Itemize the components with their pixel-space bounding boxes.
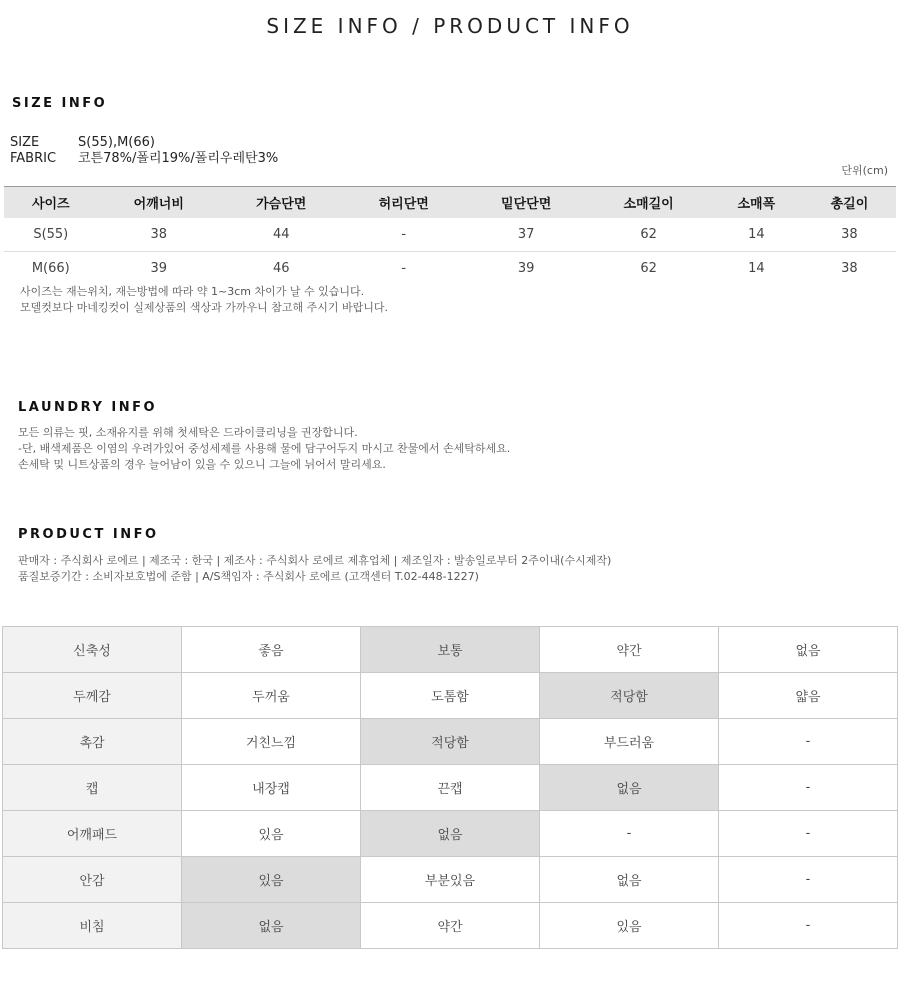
header-cell: 소매폭 (710, 187, 803, 219)
table-cell: 38 (803, 218, 896, 252)
laundry-info-heading: LAUNDRY INFO (18, 400, 158, 415)
page-title: SIZE INFO / PRODUCT INFO (266, 14, 634, 38)
attribute-option: 두꺼움 (182, 673, 361, 719)
header-cell: 허리단면 (342, 187, 464, 219)
attribute-row (3, 857, 898, 903)
attribute-label: 비침 (3, 903, 182, 949)
attribute-row (3, 765, 898, 811)
header-cell: 총길이 (803, 187, 896, 219)
attribute-option: 있음 (182, 811, 361, 857)
table-cell: M(66) (31, 261, 70, 276)
attribute-option: - (719, 719, 898, 765)
attribute-option: 보통 (361, 627, 540, 673)
table-cell: 62 (587, 218, 709, 252)
table-cell: 39 (517, 261, 535, 276)
note-line: 사이즈는 재는위치, 재는방법에 따라 약 1~3cm 차이가 날 수 있습니다. (20, 285, 365, 298)
attribute-option: - (540, 811, 719, 857)
attribute-label: 캡 (3, 765, 182, 811)
size-table (4, 186, 896, 285)
attribute-option: 있음 (182, 857, 361, 903)
attribute-option: - (719, 811, 898, 857)
table-cell: 14 (748, 261, 765, 276)
attribute-option: 얇음 (719, 673, 898, 719)
table-cell: 37 (465, 218, 587, 252)
attribute-option: 없음 (361, 811, 540, 857)
attribute-row (3, 903, 898, 949)
attribute-option: 적당함 (540, 673, 719, 719)
size-value: S(55),M(66) (78, 135, 155, 150)
table-row (4, 218, 896, 252)
attribute-option: 없음 (540, 765, 719, 811)
size-notes (20, 284, 388, 316)
table-cell: S(55) (4, 218, 98, 252)
note-line: 품질보증기간 : 소비자보호법에 준함 | A/S책임자 : 주식회사 로에르 (고객센터 T.02-448-1227) (18, 570, 479, 583)
header-cell: 밑단단면 (465, 187, 587, 219)
attribute-label: 두께감 (3, 673, 182, 719)
table-cell: - (342, 218, 464, 252)
table-row (4, 252, 896, 286)
fabric-value: 코튼78%/폴리19%/폴리우레탄3% (78, 151, 279, 166)
table-cell: 38 (98, 218, 220, 252)
laundry-notes (18, 425, 510, 473)
attribute-option: 없음 (540, 857, 719, 903)
attribute-option: 부분있음 (361, 857, 540, 903)
note-line: 손세탁 및 니트상품의 경우 늘어남이 있을 수 있으니 그늘에 뉘어서 말리세요. (18, 458, 386, 471)
attribute-option: - (719, 765, 898, 811)
table-cell: 62 (640, 261, 657, 276)
attribute-row (3, 673, 898, 719)
table-cell: 44 (220, 218, 342, 252)
attribute-option: - (719, 903, 898, 949)
attribute-option: 부드러움 (540, 719, 719, 765)
table-cell: 38 (841, 261, 858, 276)
attribute-option: 있음 (540, 903, 719, 949)
attribute-label: 안감 (3, 857, 182, 903)
note-line: 판매자 : 주식회사 로에르 | 제조국 : 한국 | 제조사 : 주식회사 로에르 제휴업체 | 제조일자 : 발송일로부터 2주이내(수시제작) (18, 554, 612, 567)
attribute-option: 도톰함 (361, 673, 540, 719)
table-cell: - (401, 261, 407, 276)
attribute-option: 끈캡 (361, 765, 540, 811)
attribute-option: 내장캡 (182, 765, 361, 811)
table-cell: 39 (150, 261, 168, 276)
attribute-option: 거친느낌 (182, 719, 361, 765)
unit-label: 단위(cm) (841, 164, 888, 177)
attribute-label: 신축성 (3, 627, 182, 673)
note-line: -단, 배색제품은 이염의 우려가있어 중성세제를 사용해 물에 담구어두지 마시고 찬물에서 손세탁하세요. (18, 442, 511, 455)
size-table-header (4, 187, 896, 219)
table-cell: 46 (272, 261, 290, 276)
product-info-heading: PRODUCT INFO (18, 527, 159, 542)
note-line: 모든 의류는 핏, 소재유지를 위해 첫세탁은 드라이클리닝을 권장합니다. (18, 426, 358, 439)
attribute-table (2, 626, 898, 949)
attribute-option: 약간 (361, 903, 540, 949)
attribute-option: 없음 (182, 903, 361, 949)
attribute-row (3, 811, 898, 857)
product-notes (18, 553, 611, 585)
attribute-row (3, 719, 898, 765)
attribute-row (3, 627, 898, 673)
attribute-label: 어깨패드 (3, 811, 182, 857)
attribute-option: 없음 (719, 627, 898, 673)
header-cell: 가슴단면 (220, 187, 342, 219)
attribute-option: 약간 (540, 627, 719, 673)
attribute-option: 좋음 (182, 627, 361, 673)
header-cell: 사이즈 (4, 187, 98, 219)
fabric-label: FABRIC (10, 151, 57, 166)
table-cell: 14 (710, 218, 803, 252)
header-cell: 소매길이 (587, 187, 709, 219)
note-line: 모델컷보다 마네킹컷이 실제상품의 색상과 가까우니 참고해 주시기 바랍니다. (20, 301, 389, 314)
attribute-option: - (719, 857, 898, 903)
attribute-option: 적당함 (361, 719, 540, 765)
size-info-heading: SIZE INFO (12, 96, 108, 111)
size-spec (10, 135, 278, 167)
attribute-label: 촉감 (3, 719, 182, 765)
size-label: SIZE (10, 135, 40, 150)
header-cell: 어깨너비 (98, 187, 220, 219)
